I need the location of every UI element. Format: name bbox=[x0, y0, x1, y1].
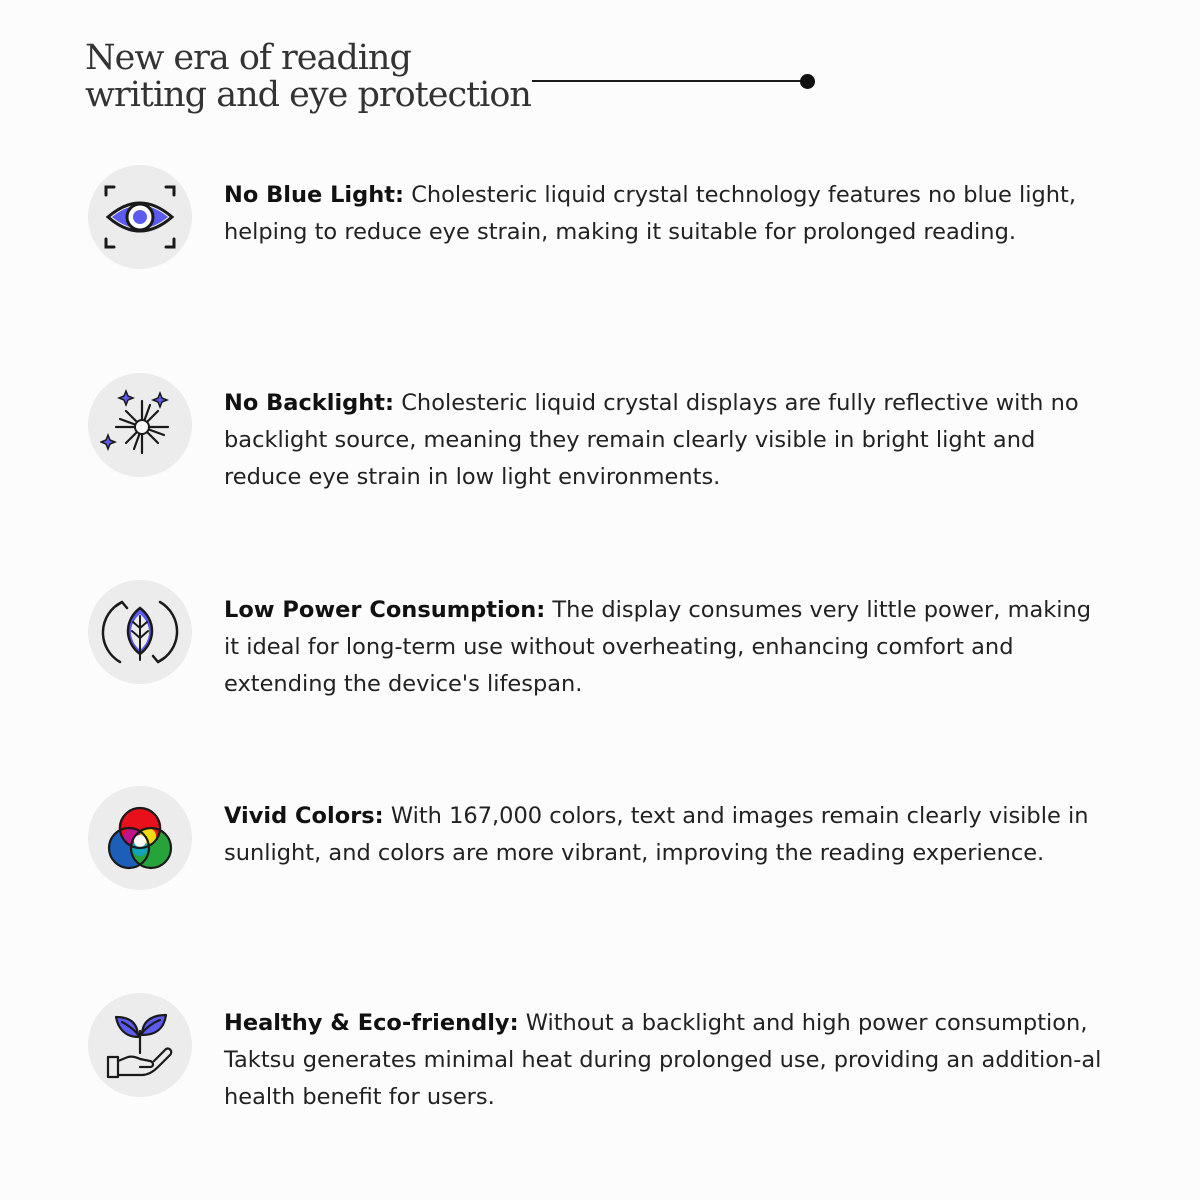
eye-icon bbox=[100, 177, 180, 257]
feature-body: With 167,000 colors, text and images remain clearly visible in sunlight, and colors are more vibrant, improving the reading experience. bbox=[224, 803, 1089, 866]
feature-icon-badge bbox=[88, 165, 192, 269]
page-title bbox=[85, 40, 531, 114]
feature-icon-badge bbox=[88, 373, 192, 477]
title-divider-dot bbox=[800, 74, 815, 89]
feature-title: Vivid Colors: bbox=[224, 803, 384, 829]
feature-title: Healthy & Eco-friendly: bbox=[224, 1010, 519, 1036]
feature-title: Low Power Consumption: bbox=[224, 597, 546, 623]
header bbox=[85, 40, 531, 114]
feature-description bbox=[224, 385, 1104, 496]
feature-body: The display consumes very little power, making it ideal for long-term use without overheating, enhancing comfort and extending the device's lifespan. bbox=[224, 597, 1092, 697]
feature-title: No Backlight: bbox=[224, 390, 395, 416]
leaf-cycle-icon bbox=[100, 592, 180, 672]
feature-icon-badge bbox=[88, 786, 192, 890]
feature-description bbox=[224, 1005, 1104, 1116]
sparkle-icon bbox=[100, 385, 180, 465]
title-divider-line bbox=[532, 80, 806, 82]
page-title-line-2: writing and eye protection bbox=[85, 75, 531, 115]
rgb-circles-icon bbox=[100, 798, 180, 878]
feature-body: Cholesteric liquid crystal displays are fully reflective with no backlight source, meaning they remain clearly visible in bright light and reduce eye strain in low light environments. bbox=[224, 390, 1079, 490]
feature-icon-badge bbox=[88, 580, 192, 684]
plant-hand-icon bbox=[100, 1005, 180, 1085]
feature-description bbox=[224, 798, 1104, 872]
feature-description bbox=[224, 592, 1104, 703]
feature-title: No Blue Light: bbox=[224, 182, 405, 208]
feature-body: Cholesteric liquid crystal technology features no blue light, helping to reduce eye strain, making it suitable for prolonged reading. bbox=[224, 182, 1077, 245]
feature-description bbox=[224, 177, 1104, 251]
feature-body: Without a backlight and high power consumption, Taktsu generates minimal heat during prolonged use, providing an addition-al health benefit for users. bbox=[224, 1010, 1102, 1110]
feature-icon-badge bbox=[88, 993, 192, 1097]
page-title-line-1: New era of reading bbox=[85, 38, 411, 78]
